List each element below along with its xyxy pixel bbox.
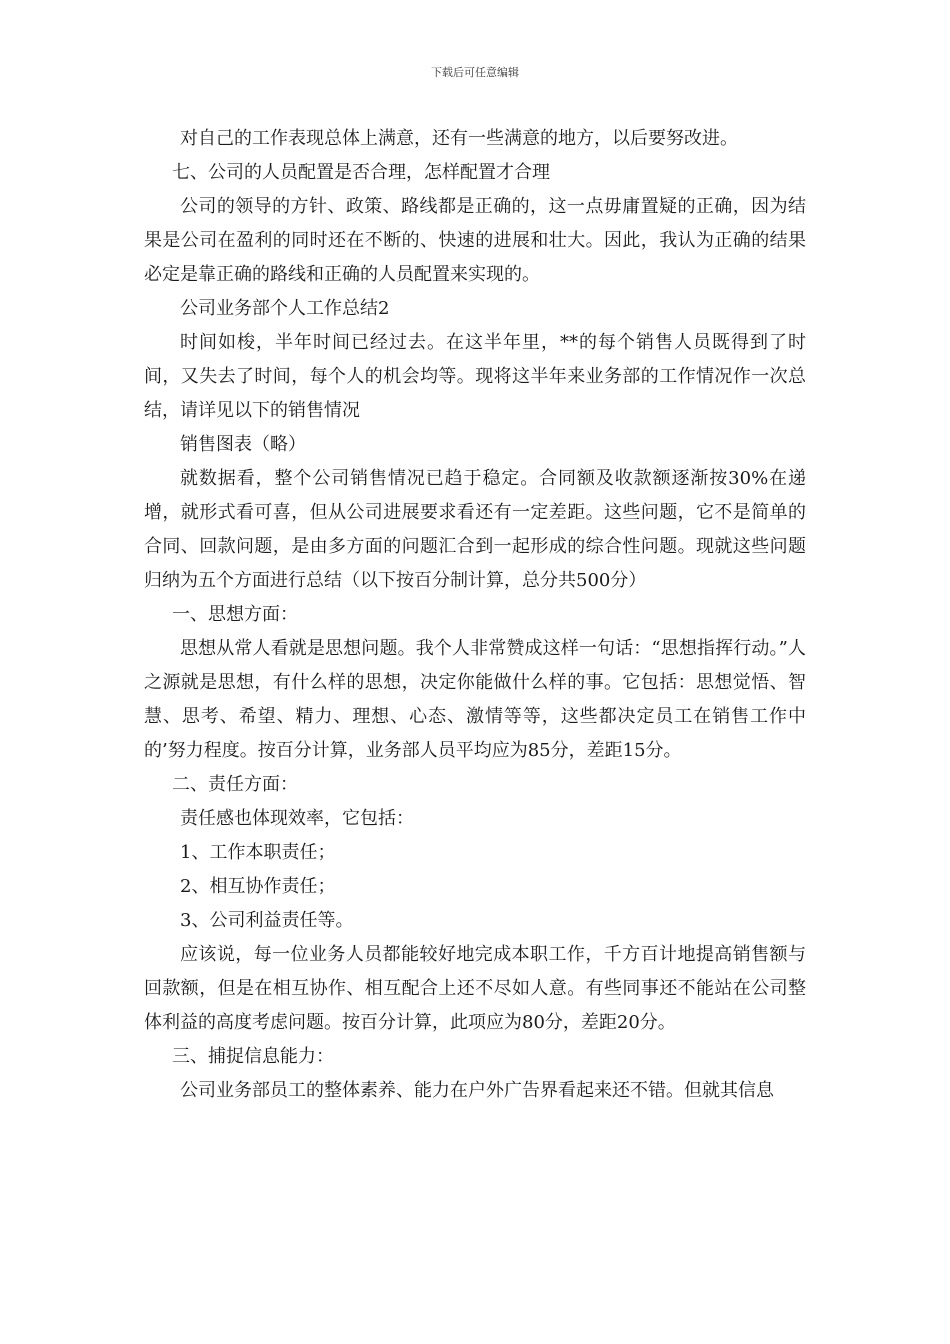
- paragraph: 公司的领导的方针、政策、路线都是正确的，这一点毋庸置疑的正确，因为结果是公司在盈利的同时还在不断的、快速的进展和壮大。因此，我认为正确的结果必定是靠正确的路线和正确的人员配置来实现的。: [144, 196, 806, 285]
- paragraph: 销售图表（略）: [180, 434, 306, 455]
- section-heading: 三、捕捉信息能力：: [172, 1046, 334, 1067]
- section-heading: 七、公司的人员配置是否合理，怎样配置才合理: [172, 162, 550, 183]
- paragraph: 应该说，每一位业务人员都能较好地完成本职工作，千方百计地提高销售额与回款额，但是在相互协作、相互配合上还不尽如人意。有些同事还不能站在公司整体利益的高度考虑问题。按百分计算，此项应为80分，差距20分。: [144, 944, 806, 1033]
- section-heading: 公司业务部个人工作总结2: [180, 298, 390, 319]
- paragraph: 对自己的工作表现总体上满意，还有一些满意的地方，以后要努改进。: [180, 128, 738, 149]
- list-item: 1、工作本职责任；: [180, 842, 336, 863]
- section-heading: 一、思想方面：: [172, 604, 298, 625]
- list-item: 2、相互协作责任；: [180, 876, 336, 897]
- document-body: [144, 122, 806, 1108]
- paragraph: 时间如梭，半年时间已经过去。在这半年里，**的每个销售人员既得到了时间，又失去了时间，每个人的机会均等。现将这半年来业务部的工作情况作一次总结，请详见以下的销售情况: [144, 332, 806, 421]
- page-header: 下载后可任意编辑: [431, 66, 519, 79]
- paragraph: 思想从常人看就是思想问题。我个人非常赞成这样一句话：“思想指挥行动。”人之源就是思想，有什么样的思想，决定你能做什么样的事。它包括：思想觉悟、智慧、思考、希望、精力、理想、心态、激情等等，这些都决定员工在销售工作中的’努力程度。按百分计算，业务部人员平均应为85分，差距15分。: [144, 638, 806, 761]
- paragraph: 公司业务部员工的整体素养、能力在户外广告界看起来还不错。但就其信息: [180, 1080, 774, 1101]
- paragraph: 就数据看，整个公司销售情况已趋于稳定。合同额及收款额逐渐按30%在递增，就形式看可喜，但从公司进展要求看还有一定差距。这些问题，它不是简单的合同、回款问题，是由多方面的问题汇合到一起形成的综合性问题。现就这些问题归纳为五个方面进行总结（以下按百分制计算，总分共500分）: [144, 468, 806, 591]
- paragraph: 责任感也体现效率，它包括：: [180, 808, 414, 829]
- section-heading: 二、责任方面：: [172, 774, 298, 795]
- list-item: 3、公司利益责任等。: [180, 910, 354, 931]
